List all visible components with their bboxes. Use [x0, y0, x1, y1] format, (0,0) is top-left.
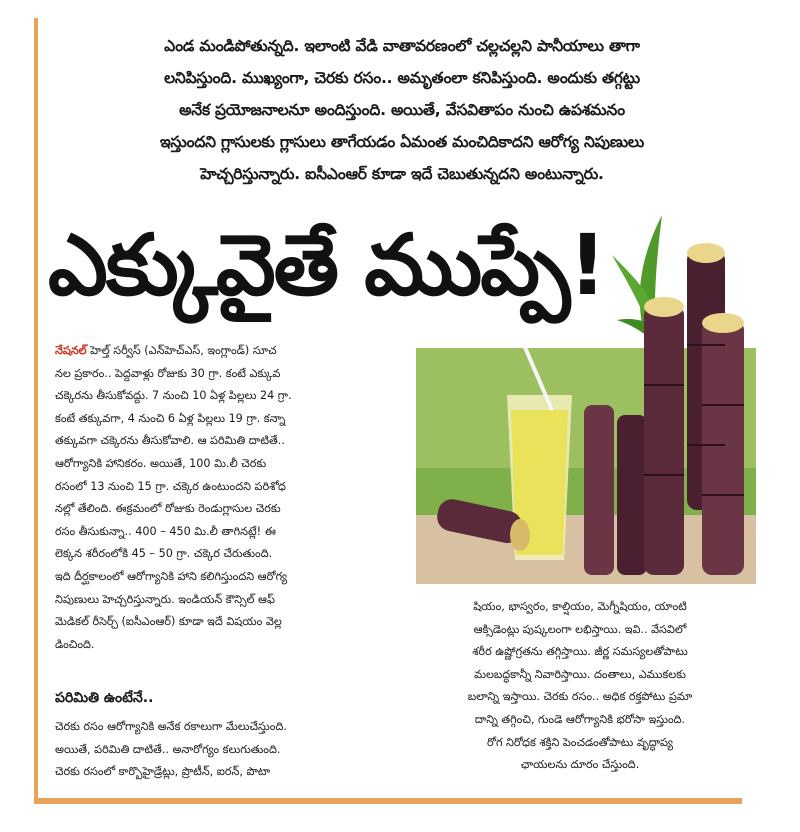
- text-line: ఇది దీర్ఘకాలంలో ఆరోగ్యానికి హాని కలిగిస్తుందని ఆరోగ్య: [55, 569, 288, 583]
- text-line: రసం తీసుకున్నా.. 400 – 450 మి.లీ తాగినట్లే! ఈ: [55, 524, 276, 538]
- headline: ఎక్కువైతే ముప్పే!: [48, 216, 605, 314]
- text-line: కంటే తక్కువగా, 4 నుంచి 6 ఏళ్ల పిల్లలు 19 గ్రా. కన్నా: [55, 411, 286, 425]
- right-column-text: [415, 596, 745, 777]
- text-line: చక్కెరను తీసుకోవద్దు. 7 నుంచి 10 ఏళ్ల పిల్లలు 24 గ్రా.: [55, 389, 292, 403]
- text-line: ఛాయలను దూరం చేస్తుంది.: [520, 758, 640, 772]
- intro-line: ఇస్తుందని గ్లాసులకు గ్లాసులు తాగేయడం ఏమంత మంచిదికాదని ఆరోగ్య నిపుణులు: [159, 133, 645, 151]
- text-line: రసంలో 13 నుంచి 15 గ్రా. చక్కెర ఉంటుందని పరిశోధ: [55, 479, 286, 493]
- cane-stalk-icon: [584, 405, 614, 575]
- intro-line: లనిపిస్తుంది. ముఖ్యంగా, చెరకు రసం.. అమృతంలా కనిపిస్తుంది. అందుకు తగ్గట్టు: [164, 69, 640, 87]
- intro-line: ఎండ మండిపోతున్నది. ఇలాంటి వేడి వాతావరణంలో చల్లచల్లని పానీయాలు తాగా: [164, 37, 640, 55]
- text-line: రోగ నిరోధక శక్తిని పెంచడంతోపాటు వృద్ధాప్య: [486, 735, 674, 749]
- text-line: లెక్కన శరీరంలోకి 45 – 50 గ్రా. చక్కెర చేరుతుంది.: [55, 547, 273, 561]
- cane-stalk-icon: [617, 415, 647, 575]
- text-line: నల ప్రకారం.. పెద్దవాళ్లు రోజుకు 30 గ్రా. కంటే ఎక్కువ: [55, 366, 281, 380]
- cane-stalk-icon: [644, 305, 684, 575]
- text-line: చెరకు రసంలో కార్బొహైడ్రేట్లు, ప్రొటీన్, ఐరన్, పొటా: [55, 765, 271, 779]
- text-line: నిపుణులు హెచ్చరిస్తున్నారు. ఇండియన్ కౌన్సిల్ ఆఫ్: [55, 592, 275, 606]
- text-line: మలబద్ధకాన్నీ నివారిస్తాయి. దంతాలు, ఎముకలకు: [474, 667, 686, 681]
- text-line: ఆరోగ్యానికి హానికరం. అయితే, 100 మి.లీ చెరకు: [55, 456, 267, 470]
- left-column-text-2: [55, 716, 405, 784]
- frame-left-border: [34, 18, 38, 798]
- text-line: శరీర ఉష్ణోగ్రతను తగ్గిస్తాయి. జీర్ణ సమస్యలతోపాటు: [472, 645, 688, 659]
- cane-stalk-icon: [702, 320, 744, 575]
- intro-paragraph: [52, 30, 752, 190]
- left-column-text: [55, 340, 405, 656]
- text-line: మెడికల్ రీసెర్చ్ (ఐసీఎంఆర్) కూడా ఇదే విషయం వెల్ల: [55, 615, 282, 629]
- text-line: తక్కువగా చక్కెరను తీసుకోవాలి. ఆ పరిమితి దాటితే..: [55, 434, 285, 448]
- text-line: చెరకు రసం ఆరోగ్యానికి అనేక రకాలుగా మేలుచేస్తుంది.: [55, 720, 287, 733]
- sugarcane-juice-photo: [412, 195, 760, 587]
- first-line-rest: హెల్త్ సర్వీస్ (ఎన్‌హెచ్ఎస్, ఇంగ్లాండ్) సూచ: [86, 344, 277, 357]
- text-line: దాన్ని తగ్గించి, గుండె ఆరోగ్యానికి భరోసా ఇస్తుంది.: [474, 712, 686, 726]
- intro-line: అనేక ప్రయోజనాలనూ అందిస్తుంది. అయితే, వేసవితాపం నుంచి ఉపశమనం: [179, 101, 625, 119]
- text-line: డించింది.: [55, 637, 95, 651]
- text-line: నల్లో తేలింది. ఈక్రమంలో రోజుకు రెండుగ్లాసుల చెరకు: [55, 502, 281, 516]
- frame-bottom-border: [34, 798, 742, 804]
- text-line: బలాన్ని ఇస్తాయి. చెరకు రసం.. అధిక రక్తపోటు ప్రమా: [467, 690, 693, 704]
- lead-word: నేషనల్: [55, 344, 87, 357]
- subheading: పరిమితి ఉంటేనే..: [55, 690, 154, 706]
- text-line: షియం, భాస్వరం, కాల్షియం, మెగ్నీషియం, యాంటి: [473, 600, 687, 613]
- text-line: అయితే, పరిమితి దాటితే.. అనారోగ్యం కలుగుతుంది.: [55, 742, 281, 756]
- text-line: ఆక్సిడెంట్లు పుష్కలంగా లభిస్తాయి. ఇవి.. వేసవిలో: [473, 622, 687, 636]
- text-line: [55, 340, 405, 363]
- intro-line: హెచ్చరిస్తున్నారు. ఐసీఎంఆర్ కూడా ఇదే చెబుతున్నదని అంటున్నారు.: [200, 165, 604, 183]
